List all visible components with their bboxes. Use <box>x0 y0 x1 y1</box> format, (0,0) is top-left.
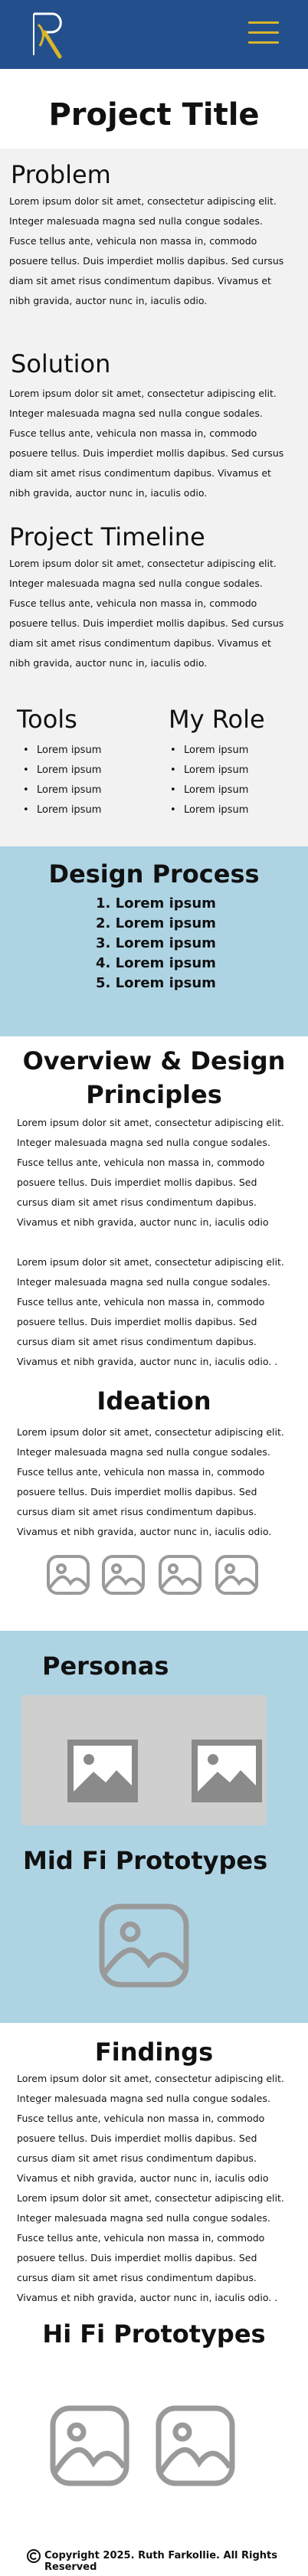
ideation-images <box>46 1554 276 1599</box>
image-placeholder-icon <box>190 1738 264 1804</box>
personas-midfi-section <box>0 1631 308 2023</box>
design-process-step: 3. Lorem ipsum <box>96 935 216 951</box>
tools-role-section <box>0 687 308 846</box>
findings-heading: Findings <box>94 2038 214 2067</box>
r-logo-icon[interactable] <box>29 9 69 60</box>
timeline-heading: Project Timeline <box>9 522 205 552</box>
ideation-text: Lorem ipsum dolor sit amet, consectetur adipiscing elit. Integer malesuada magna sed nulla congue sodales. Fusce tellus ante, vehicula non massa in, commodo posuere tellus. Duis imperdiet mollis dapibus. Sed cursus diam sit amet risus condimentum dapibus. Vivamus et nibh gravida, auctor nunc in, iaculis odio. <box>17 1426 284 1537</box>
findings-section <box>0 2023 308 2306</box>
findings-text-1: Lorem ipsum dolor sit amet, consectetur adipiscing elit. Integer malesuada magna sed nulla congue sodales. Fusce tellus ante, vehicula non massa in, commodo posuere tellus. Duis imperdiet mollis dapibus. Sed cursus diam sit amet risus condimentum dapibus. Vivamus et nibh gravida, auctor nunc in, iaculis odio <box>17 2073 284 2184</box>
tools-item: • Lorem ipsum <box>23 781 101 800</box>
hi-fi-section <box>0 2306 308 2538</box>
design-process-section <box>0 846 308 1036</box>
design-process-step: 1. Lorem ipsum <box>96 895 216 912</box>
solution-text: Lorem ipsum dolor sit amet, consectetur adipiscing elit. Integer malesuada magna sed nulla congue sodales. Fusce tellus ante, vehicula non massa in, commodo posuere tellus. Duis imperdiet mollis dapibus. Sed cursus diam sit amet risus condimentum dapibus. Vivamus et nibh gravida, auctor nunc in, iaculis odio. <box>9 388 284 499</box>
tools-item: • Lorem ipsum <box>23 741 101 761</box>
tools-list <box>23 741 101 820</box>
solution-section <box>0 329 308 503</box>
tools-item: • Lorem ipsum <box>23 761 101 781</box>
image-placeholder-icon <box>158 1554 202 1596</box>
image-placeholder-icon <box>215 1554 259 1596</box>
design-process-step: 2. Lorem ipsum <box>96 915 216 931</box>
overview-text-1: Lorem ipsum dolor sit amet, consectetur adipiscing elit. Integer malesuada magna sed nulla congue sodales. Fusce tellus ante, vehicula non massa in, commodo posuere tellus. Duis imperdiet mollis dapibus. Sed cursus diam sit amet risus condimentum dapibus. Vivamus et nibh gravida, auctor nunc in, iaculis odio <box>17 1117 284 1228</box>
header-bar <box>0 0 308 69</box>
overview-text-2: Lorem ipsum dolor sit amet, consectetur adipiscing elit. Integer malesuada magna sed nulla congue sodales. Fusce tellus ante, vehicula non massa in, commodo posuere tellus. Duis imperdiet mollis dapibus. Sed cursus diam sit amet risus condimentum dapibus. Vivamus et nibh gravida, auctor nunc in, iaculis odio. . <box>17 1256 284 1367</box>
findings-text-2: Lorem ipsum dolor sit amet, consectetur adipiscing elit. Integer malesuada magna sed nulla congue sodales. Fusce tellus ante, vehicula non massa in, commodo posuere tellus. Duis imperdiet mollis dapibus. Sed cursus diam sit amet risus condimentum dapibus. Vivamus et nibh gravida, auctor nunc in, iaculis odio. . <box>17 2192 284 2303</box>
role-item: • Lorem ipsum <box>170 741 248 761</box>
hi-fi-heading: Hi Fi Prototypes <box>42 2319 266 2349</box>
personas-image-panel <box>21 1695 267 1825</box>
solution-heading: Solution <box>11 349 111 378</box>
overview-heading: Overview & Design Principles <box>22 1046 286 1109</box>
role-list <box>170 741 248 820</box>
personas-heading: Personas <box>42 1651 169 1681</box>
overview-section <box>0 1036 308 1378</box>
design-process-heading: Design Process <box>48 859 260 889</box>
mid-fi-heading: Mid Fi Prototypes <box>23 1846 268 1875</box>
image-placeholder-icon <box>66 1738 139 1804</box>
problem-section <box>0 149 308 329</box>
role-item: • Lorem ipsum <box>170 761 248 781</box>
image-placeholder-icon <box>155 2404 236 2487</box>
page-title: Project Title <box>0 86 308 144</box>
copyright-icon <box>26 2548 41 2564</box>
timeline-section <box>0 503 308 687</box>
ideation-section <box>0 1378 308 1631</box>
problem-heading: Problem <box>11 160 111 189</box>
tools-heading: Tools <box>17 705 77 734</box>
ideation-heading: Ideation <box>97 1386 211 1416</box>
image-placeholder-icon <box>46 1554 90 1596</box>
design-process-step: 5. Lorem ipsum <box>96 975 216 991</box>
role-item: • Lorem ipsum <box>170 800 248 820</box>
tools-item: • Lorem ipsum <box>23 800 101 820</box>
image-placeholder-icon <box>98 1903 190 1988</box>
problem-text: Lorem ipsum dolor sit amet, consectetur adipiscing elit. Integer malesuada magna sed nulla congue sodales. Fusce tellus ante, vehicula non massa in, commodo posuere tellus. Duis imperdiet mollis dapibus. Sed cursus diam sit amet risus condimentum dapibus. Vivamus et nibh gravida, auctor nunc in, iaculis odio. <box>9 195 284 306</box>
timeline-text: Lorem ipsum dolor sit amet, consectetur adipiscing elit. Integer malesuada magna sed nulla congue sodales. Fusce tellus ante, vehicula non massa in, commodo posuere tellus. Duis imperdiet mollis dapibus. Sed cursus diam sit amet risus condimentum dapibus. Vivamus et nibh gravida, auctor nunc in, iaculis odio. <box>9 558 284 669</box>
role-item: • Lorem ipsum <box>170 781 248 800</box>
design-process-step: 4. Lorem ipsum <box>96 955 216 971</box>
footer-copyright-text: Copyright 2025. Ruth Farkollie. All Rights Reserved <box>44 2550 277 2573</box>
hamburger-menu-icon[interactable] <box>248 21 279 46</box>
image-placeholder-icon <box>101 1554 146 1596</box>
design-process-steps <box>96 894 216 993</box>
image-placeholder-icon <box>49 2404 130 2487</box>
footer <box>0 2538 308 2576</box>
role-heading: My Role <box>169 705 265 734</box>
